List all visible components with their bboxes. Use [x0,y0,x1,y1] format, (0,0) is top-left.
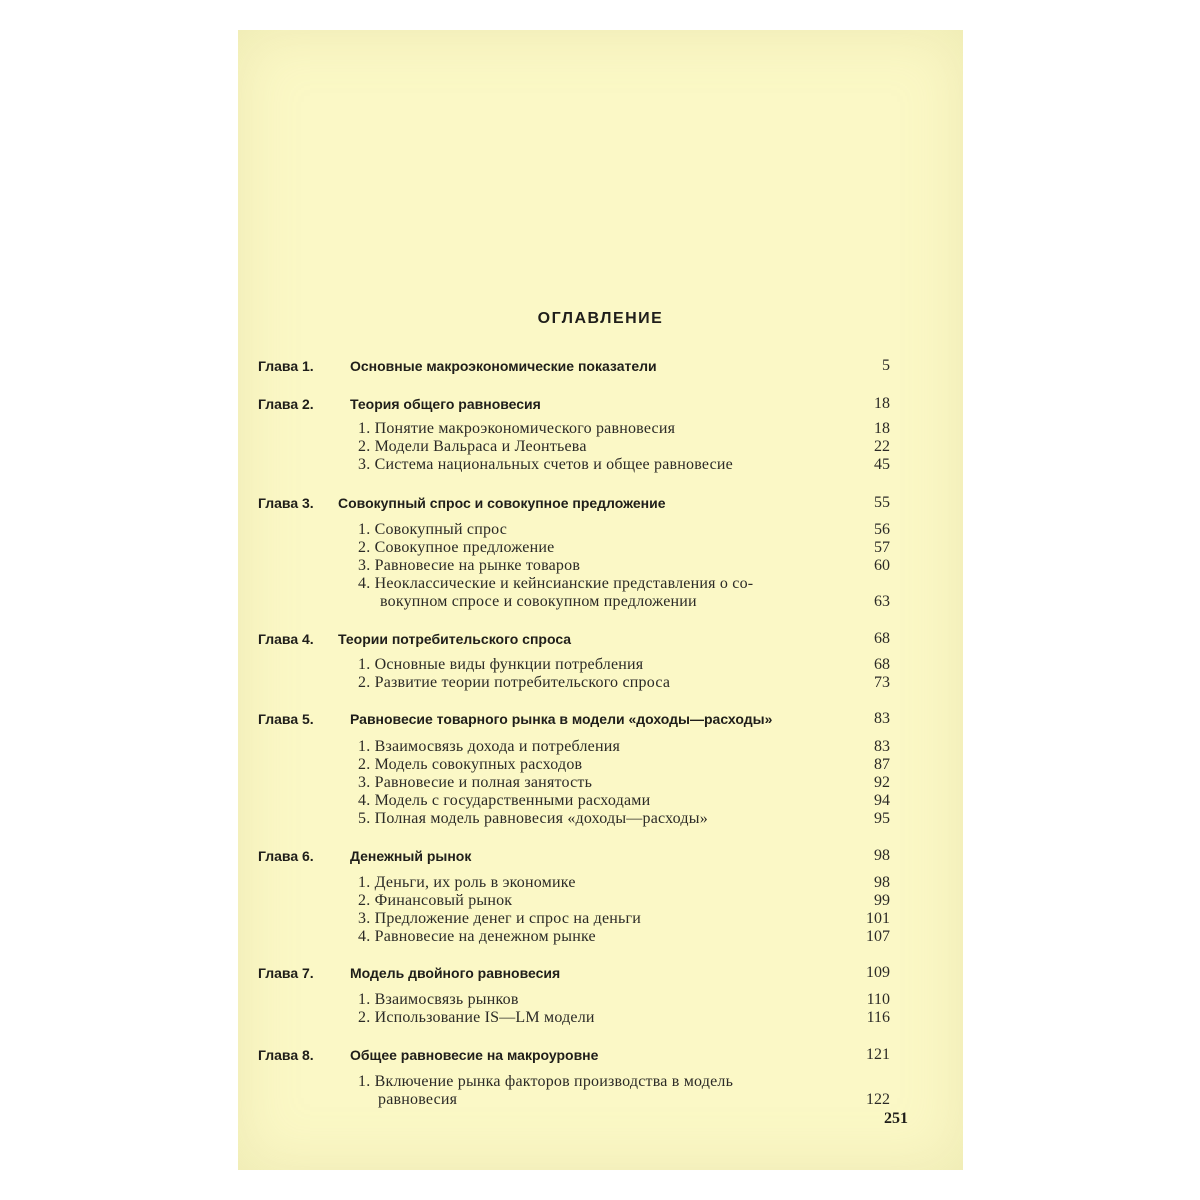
section-entry [238,419,963,439]
section-title: 1. Деньги, их роль в экономике [358,874,576,891]
section-title: 3. Предложение денег и спрос на деньги [358,910,642,927]
section-entry [238,538,963,558]
chapter-page: 18 [874,395,890,412]
section-entry [238,909,963,929]
section-title: 2. Развитие теории потребительского спроса [358,674,671,691]
chapter-label: Глава 8. [258,1047,314,1063]
section-title: 2. Модели Вальраса и Леонтьева [358,438,587,455]
chapter-title: Модель двойного равновесия [350,965,561,981]
section-title: 2. Финансовый рынок [358,892,513,909]
section-page: 73 [874,674,890,691]
section-title: 4. Модель с государственными расходами [358,792,651,809]
chapter-page: 121 [866,1046,890,1063]
section-title: 5. Полная модель равновесия «доходы—расходы» [358,810,708,827]
chapter-title: Общее равновесие на макроуровне [350,1047,599,1063]
section-page: 57 [874,539,890,556]
chapter-title: Основные макроэкономические показатели [350,358,657,374]
section-entry [238,437,963,457]
section-entry [238,737,963,757]
section-entry [238,927,963,947]
section-title: 1. Основные виды функции потребления [358,656,644,673]
chapter-title: Равновесие товарного рынка в модели «доходы—расходы» [350,711,773,727]
section-entry [238,873,963,893]
page-number: 251 [884,1110,908,1127]
section-page: 60 [874,557,890,574]
table-of-contents [238,30,963,1170]
chapter-entry [238,629,963,649]
section-title-continued: вокупном спросе и совокупном предложении [380,593,697,610]
chapter-entry [238,356,963,376]
page-title: ОГЛАВЛЕНИЕ [537,310,664,327]
chapter-label: Глава 3. [258,495,314,511]
chapter-page: 5 [882,357,890,374]
chapter-title: Совокупный спрос и совокупное предложение [338,495,666,511]
section-page: 83 [874,738,890,755]
section-entry-continued [238,592,963,612]
chapter-title: Денежный рынок [350,848,472,864]
chapter-label: Глава 4. [258,631,314,647]
section-title: 2. Совокупное предложение [358,539,555,556]
section-entry-continued [238,1090,963,1110]
chapter-label: Глава 5. [258,711,314,727]
chapter-entry [238,709,963,729]
chapter-title: Теории потребительского спроса [338,631,572,647]
chapter-page: 109 [866,964,890,981]
section-title: 4. Неоклассические и кейнсианские представления о со- [358,575,754,592]
section-page: 101 [866,910,890,927]
section-page: 116 [866,1009,890,1026]
section-entry [238,1008,963,1028]
section-title-continued: равновесия [378,1091,458,1108]
section-page: 110 [866,991,890,1008]
chapter-label: Глава 1. [258,358,314,374]
chapter-entry [238,394,963,414]
section-page: 22 [874,438,890,455]
section-title: 2. Использование IS—LM модели [358,1009,595,1026]
section-page: 95 [874,810,890,827]
chapter-label: Глава 7. [258,965,314,981]
section-title: 3. Система национальных счетов и общее равновесие [358,456,733,473]
chapter-title: Теория общего равновесия [350,396,541,412]
section-title: 4. Равновесие на денежном рынке [358,928,596,945]
section-entry [238,520,963,540]
section-page: 68 [874,656,890,673]
section-page: 56 [874,521,890,538]
section-page: 107 [866,928,890,945]
section-entry [238,791,963,811]
chapter-entry [238,493,963,513]
section-page: 94 [874,792,890,809]
chapter-entry [238,846,963,866]
section-title: 1. Взаимосвязь дохода и потребления [358,738,621,755]
book-page [238,30,963,1170]
chapter-entry [238,963,963,983]
section-page: 18 [874,420,890,437]
section-title: 1. Включение рынка факторов производства в модель [358,1073,734,1090]
section-page: 63 [874,593,890,610]
chapter-page: 98 [874,847,890,864]
section-entry [238,773,963,793]
chapter-label: Глава 6. [258,848,314,864]
section-entry [238,673,963,693]
section-entry [238,990,963,1010]
section-entry [238,891,963,911]
section-title: 3. Равновесие на рынке товаров [358,557,581,574]
section-title: 2. Модель совокупных расходов [358,756,583,773]
section-title: 1. Взаимосвязь рынков [358,991,519,1008]
section-title: 3. Равновесие и полная занятость [358,774,593,791]
section-entry [238,556,963,576]
section-page: 98 [874,874,890,891]
section-page: 87 [874,756,890,773]
section-entry [238,809,963,829]
chapter-entry [238,1045,963,1065]
section-entry [238,455,963,475]
section-title: 1. Совокупный спрос [358,521,508,538]
chapter-page: 68 [874,630,890,647]
section-title: 1. Понятие макроэкономического равновесия [358,420,676,437]
section-page: 122 [866,1091,890,1108]
chapter-page: 55 [874,494,890,511]
section-entry [238,1072,963,1092]
section-entry [238,755,963,775]
chapter-page: 83 [874,710,890,727]
section-entry [238,574,963,594]
section-page: 99 [874,892,890,909]
chapter-label: Глава 2. [258,396,314,412]
section-page: 45 [874,456,890,473]
section-entry [238,655,963,675]
section-page: 92 [874,774,890,791]
